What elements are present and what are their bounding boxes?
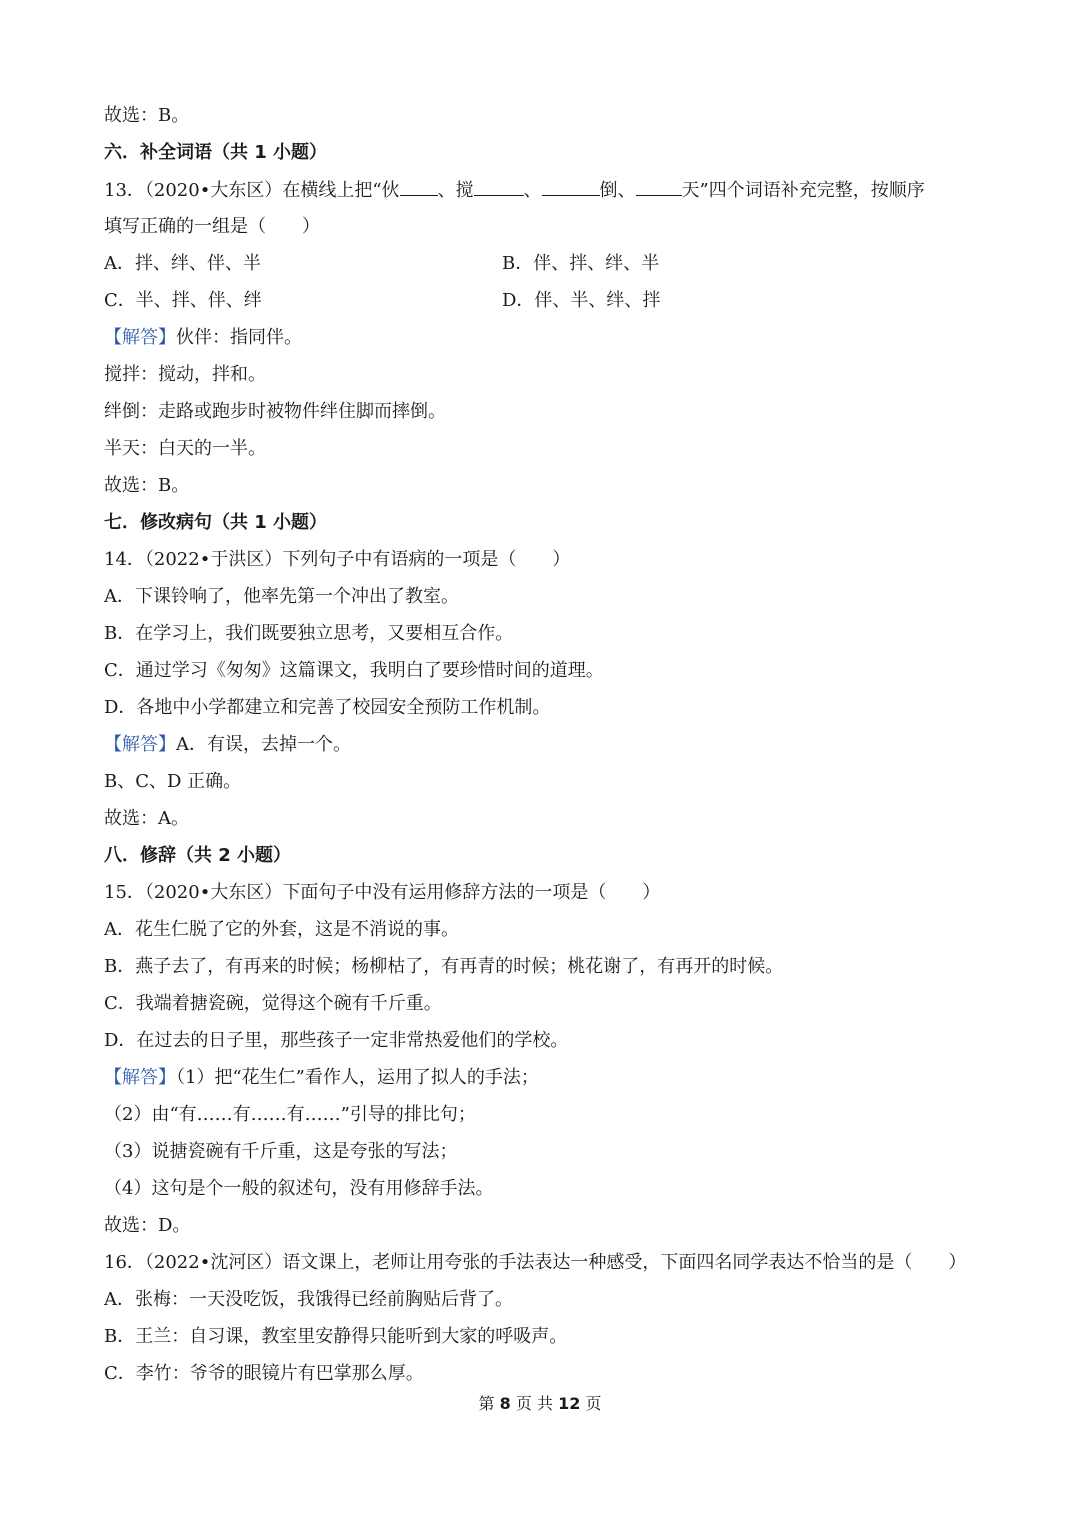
option-a: A．张梅：一天没吃饭，我饿得已经前胸贴后背了。 bbox=[104, 1289, 513, 1310]
section-heading-6: 六．补全词语（共 1 小题） bbox=[104, 142, 328, 163]
question-16: 16．（2022•沈河区）语文课上，老师让用夸张的手法表达一种感受，下面四名同学表达不恰当的是（ ） bbox=[104, 1252, 967, 1273]
blank-3 bbox=[542, 177, 600, 196]
option-b: B．在学习上，我们既要独立思考，又要相互合作。 bbox=[104, 623, 514, 644]
question-14: 14．（2022•于洪区）下列句子中有语病的一项是（ ） bbox=[104, 549, 571, 570]
question-13 bbox=[104, 177, 925, 204]
total-pages: 12 bbox=[558, 1394, 581, 1413]
option-a: A．拌、绊、伴、半 bbox=[104, 253, 261, 274]
blank-1 bbox=[400, 177, 438, 196]
option-a: A．花生仁脱了它的外套，这是不消说的事。 bbox=[104, 919, 459, 940]
page-footer bbox=[0, 1392, 1080, 1416]
footer-text: 第 bbox=[478, 1394, 495, 1413]
answer-line: 故选：A。 bbox=[104, 808, 189, 829]
question-13-text: 倒、 bbox=[599, 180, 636, 201]
section-heading-7: 七．修改病句（共 1 小题） bbox=[104, 512, 328, 533]
option-c: C．半、拌、伴、绊 bbox=[104, 290, 262, 311]
blank-4 bbox=[636, 177, 682, 196]
answer-tag: 【解答】 bbox=[104, 327, 176, 348]
option-c: C．通过学习《匆匆》这篇课文，我明白了要珍惜时间的道理。 bbox=[104, 660, 604, 681]
question-13-text: 13．（2020•大东区）在横线上把“伙 bbox=[104, 180, 400, 201]
answer-line: 故选：D。 bbox=[104, 1215, 191, 1236]
question-13-line2: 填写正确的一组是（ ） bbox=[104, 216, 320, 237]
answer-line: 绊倒：走路或跑步时被物件绊住脚而摔倒。 bbox=[104, 401, 446, 422]
option-d: D．在过去的日子里，那些孩子一定非常热爱他们的学校。 bbox=[104, 1030, 569, 1051]
answer-tag: 【解答】 bbox=[104, 1067, 176, 1088]
answer-line: 故选：B。 bbox=[104, 105, 190, 126]
answer-line: （4）这句是个一般的叙述句，没有用修辞手法。 bbox=[104, 1178, 494, 1199]
answer-tag: 【解答】 bbox=[104, 734, 176, 755]
answer-line: （3）说搪瓷碗有千斤重，这是夸张的写法； bbox=[104, 1141, 458, 1162]
answer-line: 故选：B。 bbox=[104, 475, 190, 496]
option-d: D．各地中小学都建立和完善了校园安全预防工作机制。 bbox=[104, 697, 551, 718]
option-c: C．李竹：爷爷的眼镜片有巴掌那么厚。 bbox=[104, 1363, 424, 1384]
answer-text: （1）把“花生仁”看作人，运用了拟人的手法； bbox=[176, 1067, 539, 1088]
option-c: C．我端着搪瓷碗，觉得这个碗有千斤重。 bbox=[104, 993, 442, 1014]
answer-line: （2）由“有……有……有……”引导的排比句； bbox=[104, 1104, 476, 1125]
question-13-text: 、 bbox=[523, 180, 542, 201]
answer-line: 搅拌：搅动，拌和。 bbox=[104, 364, 266, 385]
answer-14 bbox=[104, 732, 351, 758]
option-b: B．伴、拌、绊、半 bbox=[502, 253, 660, 274]
question-13-text: 天”四个词语补充完整，按顺序 bbox=[681, 180, 925, 201]
answer-line: B、C、D 正确。 bbox=[104, 771, 242, 792]
option-b: B．王兰：自习课，教室里安静得只能听到大家的呼吸声。 bbox=[104, 1326, 568, 1347]
answer-text: 伙伴：指同伴。 bbox=[176, 327, 302, 348]
option-d: D．伴、半、绊、拌 bbox=[502, 290, 661, 311]
blank-2 bbox=[474, 177, 524, 196]
option-a: A．下课铃响了，他率先第一个冲出了教室。 bbox=[104, 586, 459, 607]
question-13-text: 、搅 bbox=[437, 180, 474, 201]
footer-text: 页 bbox=[585, 1394, 602, 1413]
option-b: B．燕子去了，有再来的时候；杨柳枯了，有再青的时候；桃花谢了，有再开的时候。 bbox=[104, 956, 784, 977]
page-number: 8 bbox=[499, 1394, 511, 1413]
answer-15 bbox=[104, 1065, 539, 1091]
footer-text: 页 共 bbox=[515, 1394, 553, 1413]
question-15: 15．（2020•大东区）下面句子中没有运用修辞方法的一项是（ ） bbox=[104, 882, 661, 903]
answer-13 bbox=[104, 325, 302, 351]
section-heading-8: 八．修辞（共 2 小题） bbox=[104, 845, 292, 866]
answer-text: A．有误，去掉一个。 bbox=[176, 734, 351, 755]
answer-line: 半天：白天的一半。 bbox=[104, 438, 266, 459]
